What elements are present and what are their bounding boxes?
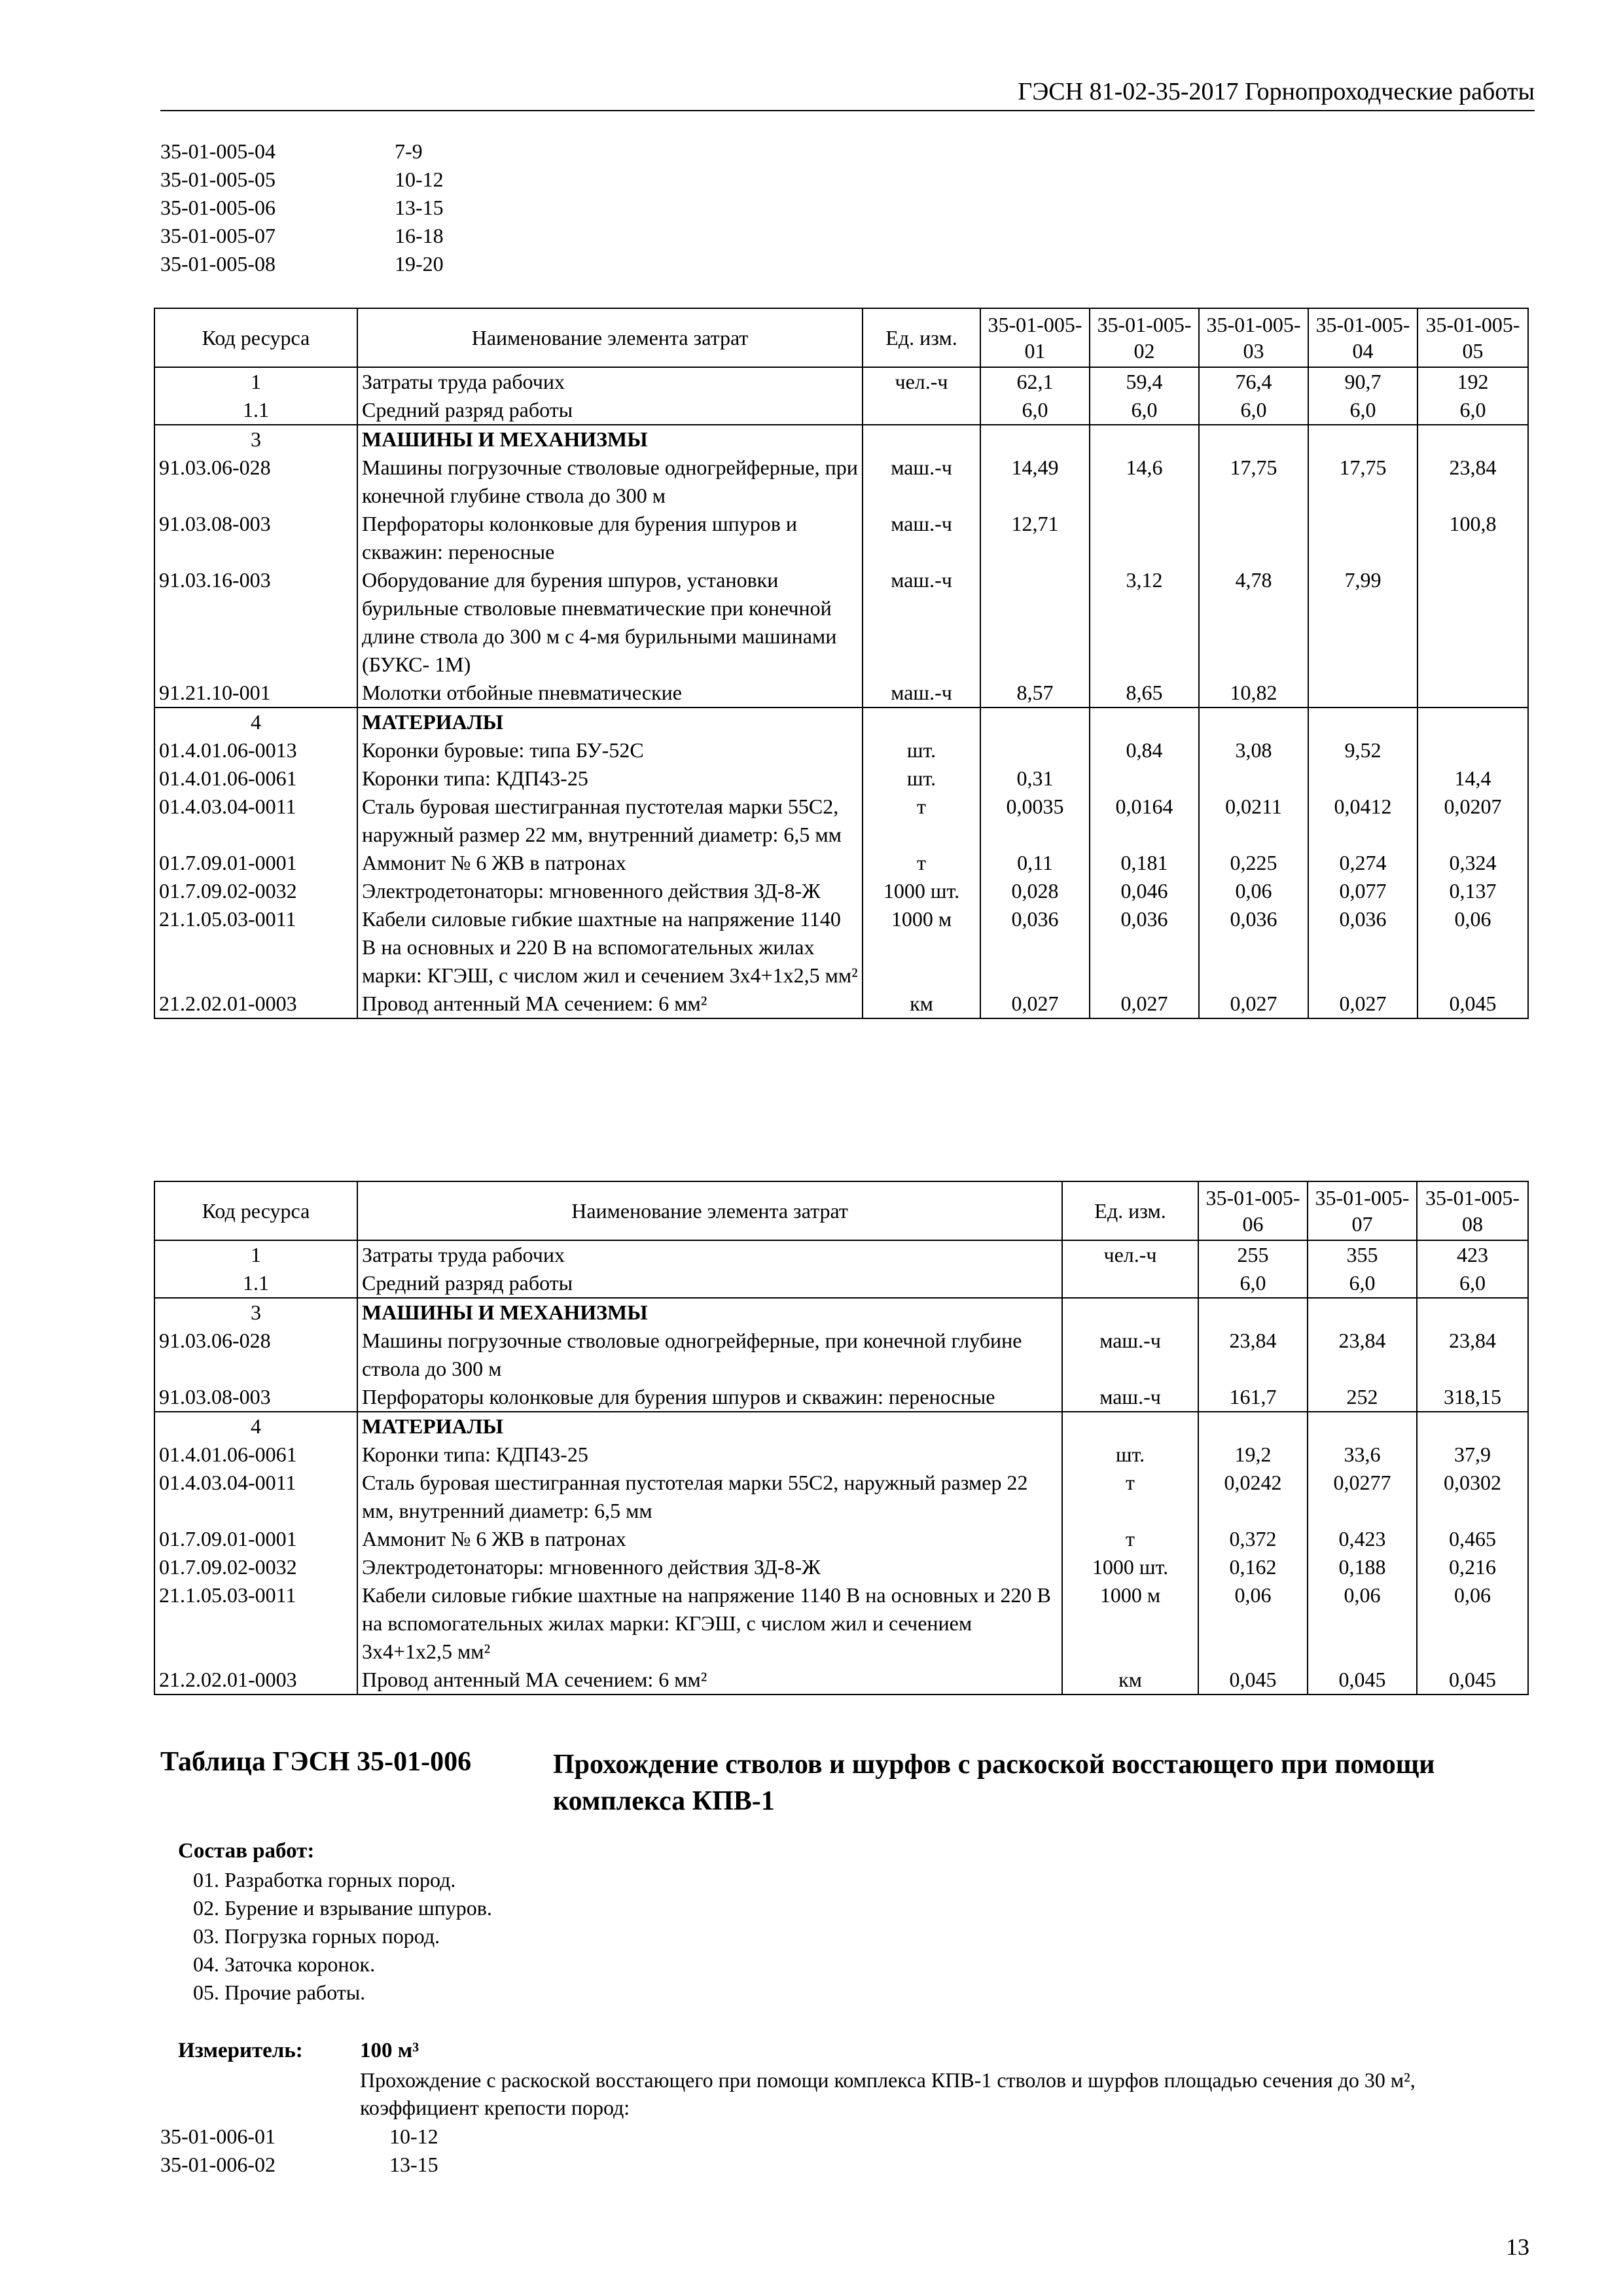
resource-code: 91.03.06-028 xyxy=(154,1327,357,1383)
cost-element-name: Аммонит № 6 ЖВ в патронах xyxy=(357,849,863,877)
cost-element-name: Кабели силовые гибкие шахтные на напряжение 1140 В на основных и 220 В на вспомогательных жилах марки: КГЭШ, с числом жил и сечением 3х4+1х2,5 мм² xyxy=(357,905,863,990)
cost-element-name: Средний разряд работы xyxy=(357,1269,1062,1298)
norm-value: 0,225 xyxy=(1199,849,1308,877)
works-item: 04. Заточка коронок. xyxy=(193,1952,376,1976)
norm-value xyxy=(1199,425,1308,454)
table-row xyxy=(154,736,1528,764)
norm-value xyxy=(1308,510,1418,566)
norm-value: 10,82 xyxy=(1199,679,1308,708)
unit: шт. xyxy=(1062,1441,1198,1469)
table-row xyxy=(154,1581,1528,1666)
norm-value xyxy=(1198,1412,1308,1441)
norm-value xyxy=(1308,679,1418,708)
norm-value: 14,4 xyxy=(1418,764,1528,793)
column-header: 35-01-005-08 xyxy=(1417,1181,1528,1240)
norm-value: 0,028 xyxy=(980,877,1090,905)
unit: км xyxy=(1062,1666,1198,1695)
norm-value: 0,0302 xyxy=(1417,1469,1528,1525)
table-row xyxy=(154,849,1528,877)
table-title: Прохождение стволов и шурфов с раскоской восстающего при помощи комплекса КПВ-1 xyxy=(553,1749,1435,1816)
column-header: Наименование элемента затрат xyxy=(357,308,863,367)
norm-value xyxy=(1417,1298,1528,1327)
norm-value: 6,0 xyxy=(1418,396,1528,425)
norm-value: 33,6 xyxy=(1308,1441,1417,1469)
table-row xyxy=(154,1525,1528,1553)
norm-value xyxy=(1199,764,1308,793)
measure-description: Прохождение с раскоской восстающего при помощи комплекса КПВ-1 стволов и шурфов площадью сечения до 30 м², коэффициент крепости пород: xyxy=(360,2068,1416,2119)
table-row xyxy=(154,877,1528,905)
norm-value: 0,045 xyxy=(1417,1666,1528,1695)
works-item: 01. Разработка горных пород. xyxy=(193,1868,456,1892)
norm-value: 0,0277 xyxy=(1308,1469,1417,1525)
unit: т xyxy=(863,793,980,849)
unit xyxy=(863,708,980,736)
norm-value: 0,036 xyxy=(1090,905,1199,990)
works-item: 02. Бурение и взрывание шпуров. xyxy=(193,1896,492,1920)
norm-value: 0,045 xyxy=(1308,1666,1417,1695)
unit: шт. xyxy=(863,764,980,793)
column-header: 35-01-005-07 xyxy=(1308,1181,1417,1240)
norm-value: 0,162 xyxy=(1198,1553,1308,1581)
cost-element-name: Провод антенный МА сечением: 6 мм² xyxy=(357,990,863,1018)
norm-value: 0,181 xyxy=(1090,849,1199,877)
norm-value xyxy=(1417,1412,1528,1441)
cost-element-name: Коронки буровые: типа БУ-52С xyxy=(357,736,863,764)
resource-code: 91.03.06-028 xyxy=(154,454,357,510)
resource-code: 4 xyxy=(154,1412,357,1441)
table-row xyxy=(154,990,1528,1018)
norm-value: 12,71 xyxy=(980,510,1090,566)
norm-value: 0,036 xyxy=(1308,905,1418,990)
norm-value: 37,9 xyxy=(1417,1441,1528,1469)
table-row xyxy=(154,510,1528,566)
column-header: 35-01-005-03 xyxy=(1199,308,1308,367)
unit: т xyxy=(1062,1469,1198,1525)
norm-value: 14,49 xyxy=(980,454,1090,510)
cost-element-name: Электродетонаторы: мгновенного действия ЗД-8-Ж xyxy=(357,877,863,905)
norm-value: 6,0 xyxy=(980,396,1090,425)
norm-value: 0,036 xyxy=(1199,905,1308,990)
norm-value: 0,0164 xyxy=(1090,793,1199,849)
norm-value: 100,8 xyxy=(1418,510,1528,566)
table-row xyxy=(154,566,1528,679)
resource-table-1 xyxy=(154,308,1529,1019)
cost-element-name: Оборудование для бурения шпуров, установки бурильные стволовые пневматические при конечной длине ствола до 300 м с 4-мя бурильными машинами (БУКС- 1М) xyxy=(357,566,863,679)
resource-code: 1.1 xyxy=(154,396,357,425)
norm-value: 14,6 xyxy=(1090,454,1199,510)
table-row xyxy=(154,367,1528,396)
norm-value xyxy=(1418,708,1528,736)
resource-code: 21.2.02.01-0003 xyxy=(154,1666,357,1695)
norm-value: 255 xyxy=(1198,1240,1308,1269)
document-title: ГЭСН 81-02-35-2017 Горнопроходческие работы xyxy=(1018,78,1535,105)
column-header: Код ресурса xyxy=(154,1181,357,1240)
norm-value xyxy=(1418,679,1528,708)
unit: км xyxy=(863,990,980,1018)
norm-value xyxy=(1090,764,1199,793)
norm-value: 0,372 xyxy=(1198,1525,1308,1553)
cost-element-name: Сталь буровая шестигранная пустотелая марки 55С2, наружный размер 22 мм, внутренний диаметр: 6,5 мм xyxy=(357,793,863,849)
resource-code: 91.03.08-003 xyxy=(154,1383,357,1412)
resource-code: 91.03.16-003 xyxy=(154,566,357,679)
norm-value: 8,57 xyxy=(980,679,1090,708)
norm-value: 90,7 xyxy=(1308,367,1418,396)
column-header: Код ресурса xyxy=(154,308,357,367)
unit xyxy=(1062,1412,1198,1441)
table-row xyxy=(154,396,1528,425)
table-row xyxy=(154,454,1528,510)
cost-element-name: Провод антенный МА сечением: 6 мм² xyxy=(357,1666,1062,1695)
norm-value: 0,11 xyxy=(980,849,1090,877)
norm-value: 0,06 xyxy=(1417,1581,1528,1666)
norm-value: 17,75 xyxy=(1199,454,1308,510)
norm-value: 6,0 xyxy=(1090,396,1199,425)
norm-value: 0,188 xyxy=(1308,1553,1417,1581)
cost-element-name: Затраты труда рабочих xyxy=(357,1240,1062,1269)
norm-value: 0,027 xyxy=(980,990,1090,1018)
resource-code: 4 xyxy=(154,708,357,736)
norm-value xyxy=(1090,510,1199,566)
unit: маш.-ч xyxy=(1062,1327,1198,1383)
measure-label: Измеритель: xyxy=(178,2039,303,2062)
norm-value: 161,7 xyxy=(1198,1383,1308,1412)
column-header: Наименование элемента затрат xyxy=(357,1181,1062,1240)
unit: т xyxy=(863,849,980,877)
unit: маш.-ч xyxy=(1062,1383,1198,1412)
norm-value: 4,78 xyxy=(1199,566,1308,679)
norm-value: 0,31 xyxy=(980,764,1090,793)
norm-value: 59,4 xyxy=(1090,367,1199,396)
norm-value: 17,75 xyxy=(1308,454,1418,510)
norm-value: 0,06 xyxy=(1418,905,1528,990)
column-header: 35-01-005-01 xyxy=(980,308,1090,367)
norm-value: 76,4 xyxy=(1199,367,1308,396)
cost-element-name: Аммонит № 6 ЖВ в патронах xyxy=(357,1525,1062,1553)
norm-value: 3,08 xyxy=(1199,736,1308,764)
norm-value: 3,12 xyxy=(1090,566,1199,679)
resource-code: 01.7.09.01-0001 xyxy=(154,1525,357,1553)
norm-value xyxy=(1090,425,1199,454)
norm-value: 0,027 xyxy=(1199,990,1308,1018)
measure-unit: 100 м³ xyxy=(360,2039,419,2062)
norm-value: 7,99 xyxy=(1308,566,1418,679)
unit xyxy=(863,425,980,454)
norm-value xyxy=(1308,708,1418,736)
norm-value: 0,0242 xyxy=(1198,1469,1308,1525)
unit: 1000 м xyxy=(863,905,980,990)
norm-value xyxy=(1418,736,1528,764)
unit: 1000 м xyxy=(1062,1581,1198,1666)
table-row xyxy=(154,1383,1528,1412)
resource-table-2 xyxy=(154,1181,1529,1695)
norm-value: 23,84 xyxy=(1198,1327,1308,1383)
cost-element-name: Машины погрузочные стволовые одногрейферные, при конечной глубине ствола до 300 м xyxy=(357,1327,1062,1383)
resource-code: 3 xyxy=(154,425,357,454)
cost-element-name: МАШИНЫ И МЕХАНИЗМЫ xyxy=(357,425,863,454)
cost-element-name: Молотки отбойные пневматические xyxy=(357,679,863,708)
norm-value: 62,1 xyxy=(980,367,1090,396)
cost-element-name: Затраты труда рабочих xyxy=(357,367,863,396)
resource-code: 1 xyxy=(154,1240,357,1269)
norm-value: 6,0 xyxy=(1308,396,1418,425)
works-item: 03. Погрузка горных пород. xyxy=(193,1924,440,1948)
cost-element-name: МАШИНЫ И МЕХАНИЗМЫ xyxy=(357,1298,1062,1327)
cost-element-name: Электродетонаторы: мгновенного действия ЗД-8-Ж xyxy=(357,1553,1062,1581)
works-heading: Состав работ: xyxy=(178,1839,315,1863)
unit: шт. xyxy=(863,736,980,764)
norm-value: 0,465 xyxy=(1417,1525,1528,1553)
norm-value: 0,06 xyxy=(1198,1581,1308,1666)
column-header: 35-01-005-05 xyxy=(1418,308,1528,367)
norm-value: 0,274 xyxy=(1308,849,1418,877)
norm-value: 0,84 xyxy=(1090,736,1199,764)
unit: маш.-ч xyxy=(863,679,980,708)
norm-value: 0,137 xyxy=(1418,877,1528,905)
norm-value: 0,0211 xyxy=(1199,793,1308,849)
column-header: 35-01-005-02 xyxy=(1090,308,1199,367)
norm-value xyxy=(1199,708,1308,736)
table-row xyxy=(154,1240,1528,1269)
resource-code: 01.4.01.06-0061 xyxy=(154,1441,357,1469)
norm-value: 0,06 xyxy=(1199,877,1308,905)
norm-value xyxy=(980,708,1090,736)
table-row xyxy=(154,708,1528,736)
column-header: 35-01-005-04 xyxy=(1308,308,1418,367)
resource-code: 91.21.10-001 xyxy=(154,679,357,708)
norm-value: 6,0 xyxy=(1308,1269,1417,1298)
cost-element-name: Перфораторы колонковые для бурения шпуров и скважин: переносные xyxy=(357,1383,1062,1412)
unit: чел.-ч xyxy=(863,367,980,396)
norm-value: 0,324 xyxy=(1418,849,1528,877)
resource-code: 21.2.02.01-0003 xyxy=(154,990,357,1018)
norm-value: 0,077 xyxy=(1308,877,1418,905)
column-header: Ед. изм. xyxy=(1062,1181,1198,1240)
unit: 1000 шт. xyxy=(1062,1553,1198,1581)
norm-value xyxy=(980,425,1090,454)
norm-value xyxy=(1308,425,1418,454)
norm-value xyxy=(1308,1412,1417,1441)
norm-value: 0,046 xyxy=(1090,877,1199,905)
norm-value: 0,045 xyxy=(1418,990,1528,1018)
table-row xyxy=(154,793,1528,849)
norm-value: 6,0 xyxy=(1199,396,1308,425)
unit xyxy=(1062,1269,1198,1298)
norm-value: 0,045 xyxy=(1198,1666,1308,1695)
norm-value: 0,0207 xyxy=(1418,793,1528,849)
unit xyxy=(1062,1298,1198,1327)
resource-code: 01.7.09.02-0032 xyxy=(154,877,357,905)
resource-code: 01.7.09.02-0032 xyxy=(154,1553,357,1581)
norm-value xyxy=(980,566,1090,679)
table-row xyxy=(154,1441,1528,1469)
cost-element-name: Сталь буровая шестигранная пустотелая марки 55С2, наружный размер 22 мм, внутренний диаметр: 6,5 мм xyxy=(357,1469,1062,1525)
norm-value: 423 xyxy=(1417,1240,1528,1269)
cost-element-name: МАТЕРИАЛЫ xyxy=(357,708,863,736)
norm-value: 0,0035 xyxy=(980,793,1090,849)
norm-value: 252 xyxy=(1308,1383,1417,1412)
page-number: 13 xyxy=(1506,2234,1529,2260)
table-row xyxy=(154,425,1528,454)
norm-value: 318,15 xyxy=(1417,1383,1528,1412)
norm-value: 0,06 xyxy=(1308,1581,1417,1666)
norm-value: 6,0 xyxy=(1417,1269,1528,1298)
cost-element-name: Кабели силовые гибкие шахтные на напряжение 1140 В на основных и 220 В на вспомогательных жилах марки: КГЭШ, с числом жил и сечением 3х4+1х2,5 мм² xyxy=(357,1581,1062,1666)
resource-code: 91.03.08-003 xyxy=(154,510,357,566)
column-header: Ед. изм. xyxy=(863,308,980,367)
table-row xyxy=(154,1666,1528,1695)
resource-code: 1 xyxy=(154,367,357,396)
table-row xyxy=(154,1298,1528,1327)
table-row xyxy=(154,1412,1528,1441)
cost-element-name: Перфораторы колонковые для бурения шпуров и скважин: переносные xyxy=(357,510,863,566)
resource-code: 01.4.03.04-0011 xyxy=(154,793,357,849)
cost-element-name: Коронки типа: КДП43-25 xyxy=(357,1441,1062,1469)
norm-value: 6,0 xyxy=(1198,1269,1308,1298)
norm-value: 23,84 xyxy=(1418,454,1528,510)
table-row xyxy=(154,764,1528,793)
unit: 1000 шт. xyxy=(863,877,980,905)
unit: маш.-ч xyxy=(863,510,980,566)
resource-code: 3 xyxy=(154,1298,357,1327)
resource-code: 01.4.01.06-0061 xyxy=(154,764,357,793)
page-header xyxy=(160,73,1535,111)
resource-code: 01.4.03.04-0011 xyxy=(154,1469,357,1525)
cost-element-name: Коронки типа: КДП43-25 xyxy=(357,764,863,793)
table-row xyxy=(154,1269,1528,1298)
norm-value xyxy=(1199,510,1308,566)
table-row xyxy=(154,1469,1528,1525)
resource-code: 01.7.09.01-0001 xyxy=(154,849,357,877)
norm-value: 8,65 xyxy=(1090,679,1199,708)
norm-value: 0,027 xyxy=(1090,990,1199,1018)
unit xyxy=(863,396,980,425)
norm-value: 0,216 xyxy=(1417,1553,1528,1581)
norm-value: 192 xyxy=(1418,367,1528,396)
norm-value: 0,036 xyxy=(980,905,1090,990)
unit: т xyxy=(1062,1525,1198,1553)
norm-value xyxy=(1418,566,1528,679)
resource-code: 21.1.05.03-0011 xyxy=(154,905,357,990)
norm-value: 0,423 xyxy=(1308,1525,1417,1553)
resource-code: 01.4.01.06-0013 xyxy=(154,736,357,764)
resource-code: 21.1.05.03-0011 xyxy=(154,1581,357,1666)
norm-value: 23,84 xyxy=(1417,1327,1528,1383)
norm-value: 9,52 xyxy=(1308,736,1418,764)
norm-value xyxy=(1090,708,1199,736)
norm-value xyxy=(1198,1298,1308,1327)
unit: чел.-ч xyxy=(1062,1240,1198,1269)
table-row xyxy=(154,1553,1528,1581)
cost-element-name: МАТЕРИАЛЫ xyxy=(357,1412,1062,1441)
table-row xyxy=(154,905,1528,990)
norm-value xyxy=(1418,425,1528,454)
norm-value: 23,84 xyxy=(1308,1327,1417,1383)
cost-element-name: Средний разряд работы xyxy=(357,396,863,425)
norm-value xyxy=(1308,764,1418,793)
column-header: 35-01-005-06 xyxy=(1198,1181,1308,1240)
norm-value: 0,0412 xyxy=(1308,793,1418,849)
cost-element-name: Машины погрузочные стволовые одногрейферные, при конечной глубине ствола до 300 м xyxy=(357,454,863,510)
table-row xyxy=(154,679,1528,708)
norm-value: 355 xyxy=(1308,1240,1417,1269)
norm-value: 19,2 xyxy=(1198,1441,1308,1469)
resource-code: 1.1 xyxy=(154,1269,357,1298)
table-row xyxy=(154,1327,1528,1383)
norm-value xyxy=(1308,1298,1417,1327)
works-item: 05. Прочие работы. xyxy=(193,1981,366,2004)
table-label: Таблица ГЭСН 35-01-006 xyxy=(160,1747,472,1777)
norm-value xyxy=(980,736,1090,764)
norm-value: 0,027 xyxy=(1308,990,1418,1018)
unit: маш.-ч xyxy=(863,454,980,510)
unit: маш.-ч xyxy=(863,566,980,679)
